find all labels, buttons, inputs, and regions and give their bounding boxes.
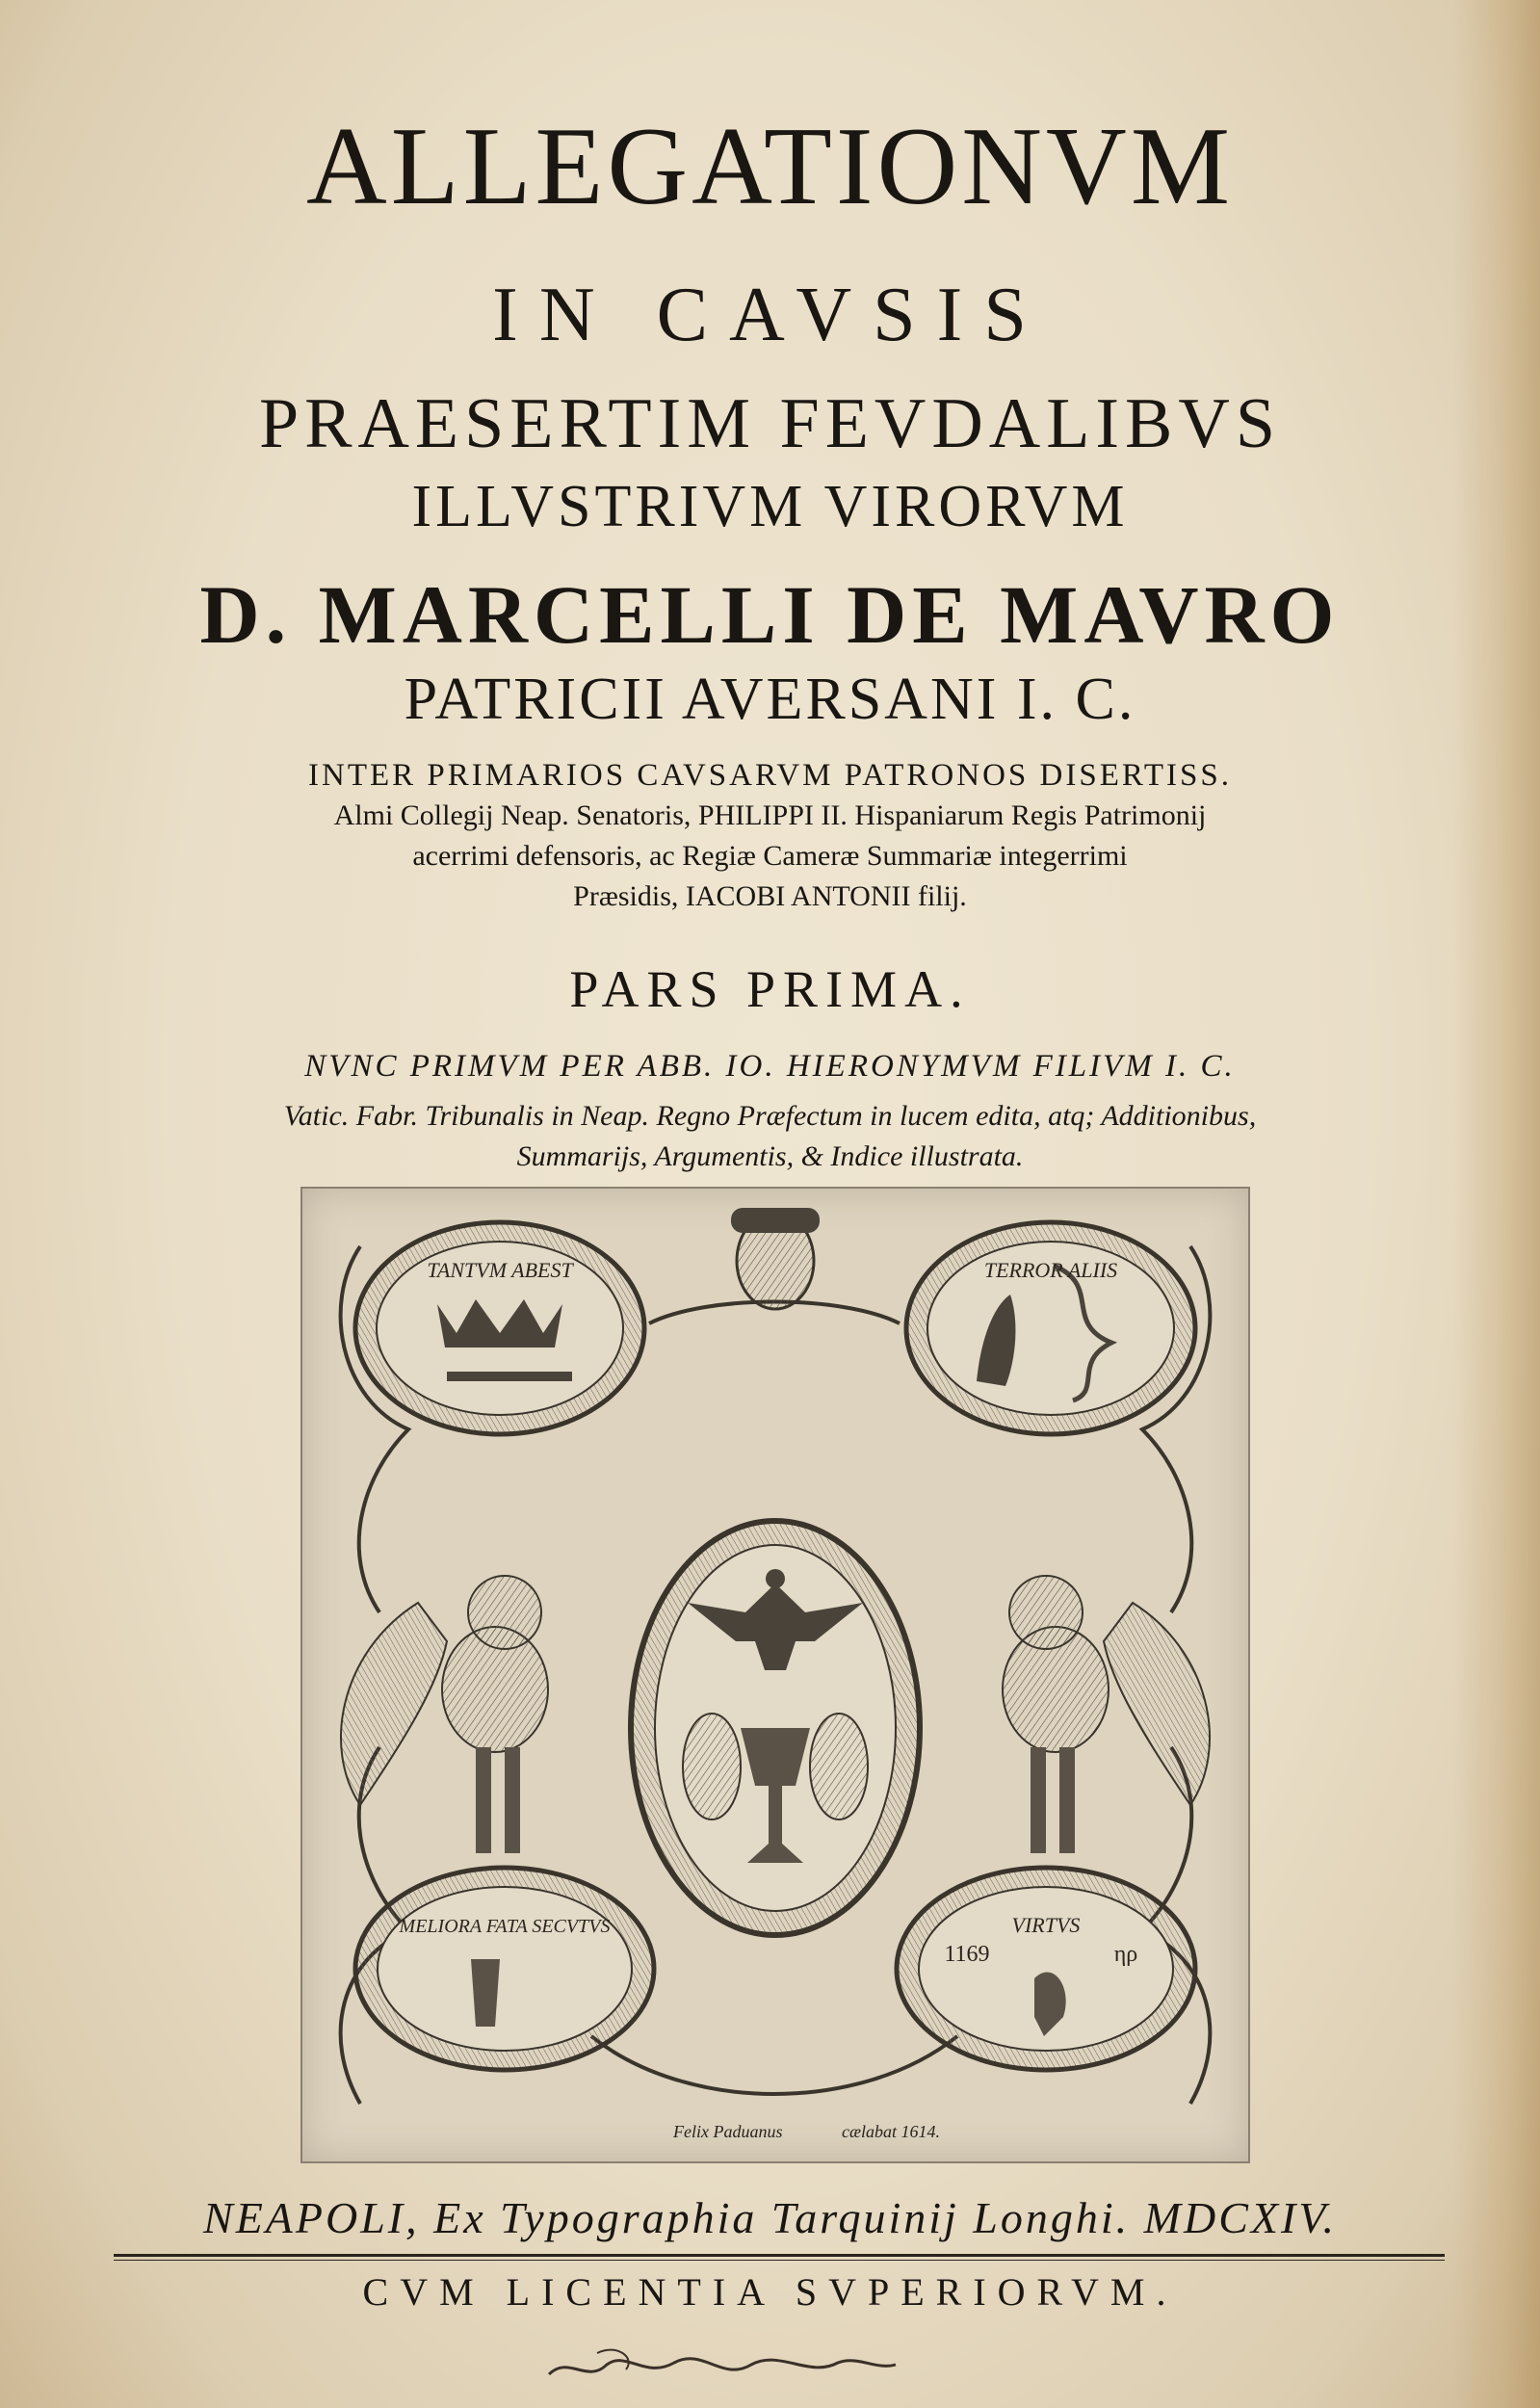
- title-line-3: PRAESERTIM FEVDALIBVS: [258, 384, 1282, 463]
- symbol-bottom-right: ηρ: [1113, 1942, 1138, 1967]
- putto-right: [1003, 1576, 1210, 1853]
- putto-left: [341, 1576, 548, 1853]
- motto-top-left: TANTVM ABEST: [427, 1258, 573, 1282]
- central-coat-of-arms: [631, 1521, 920, 1935]
- edition-note-3: Summarijs, Argumentis, & Indice illustrata.: [516, 1140, 1024, 1172]
- medallion-bottom-right: [897, 1868, 1195, 2070]
- engraved-emblem-plate: [300, 1187, 1250, 2163]
- medallion-top-right: [906, 1222, 1195, 1434]
- author-description-3: acerrimi defensoris, ac Regiæ Cameræ Summariæ integerrimi: [412, 840, 1128, 872]
- license-line: CVM LICENTIA SVPERIORVM.: [362, 2270, 1178, 2314]
- motto-bottom-right: VIRTVS: [1011, 1913, 1081, 1937]
- paper-edge-stain: [1453, 0, 1540, 2408]
- artist-signature: Felix Paduanus: [673, 2122, 783, 2141]
- medallion-top-left: [355, 1222, 644, 1434]
- author-title: PATRICII AVERSANI I. C.: [404, 667, 1136, 732]
- head-bust: [731, 1208, 820, 1309]
- medallion-bottom-left: [355, 1868, 654, 2070]
- imprint-rule: [114, 2254, 1445, 2257]
- edition-note-2: Vatic. Fabr. Tribunalis in Neap. Regno Præfectum in lucem edita, atq; Additionibus,: [283, 1100, 1257, 1132]
- motto-top-right: TERROR ALIIS: [983, 1258, 1118, 1282]
- author-description-4: Præsidis, IACOBI ANTONII filij.: [573, 880, 967, 912]
- author-name: D. MARCELLI DE MAVRO: [199, 568, 1341, 661]
- title-line-2: IN CAVSIS: [492, 273, 1048, 357]
- engraver-note: cælabat 1614.: [842, 2122, 940, 2141]
- title-line-4: ILLVSTRIVM VIRORVM: [411, 474, 1129, 539]
- handwritten-signature: [539, 2336, 905, 2394]
- motto-bottom-left: MELIORA FATA SECVTVS: [399, 1916, 611, 1937]
- title-line-1: ALLEGATIONVM: [306, 105, 1234, 228]
- imprint-line: NEAPOLI, Ex Typographia Tarquinij Longhi. MDCXIV.: [203, 2193, 1337, 2242]
- author-description-1: INTER PRIMARIOS CAVSARVM PATRONOS DISERTISS.: [308, 758, 1232, 793]
- part-heading: PARS PRIMA.: [569, 960, 971, 1018]
- edition-note-1: NVNC PRIMVM PER ABB. IO. HIERONYMVM FILIVM I. C.: [304, 1049, 1236, 1084]
- imprint-rule-thin: [114, 2260, 1445, 2261]
- numbers-bottom-right: 1169: [944, 1942, 990, 1967]
- author-description-2: Almi Collegij Neap. Senatoris, PHILIPPI II. Hispaniarum Regis Patrimonij: [333, 799, 1207, 831]
